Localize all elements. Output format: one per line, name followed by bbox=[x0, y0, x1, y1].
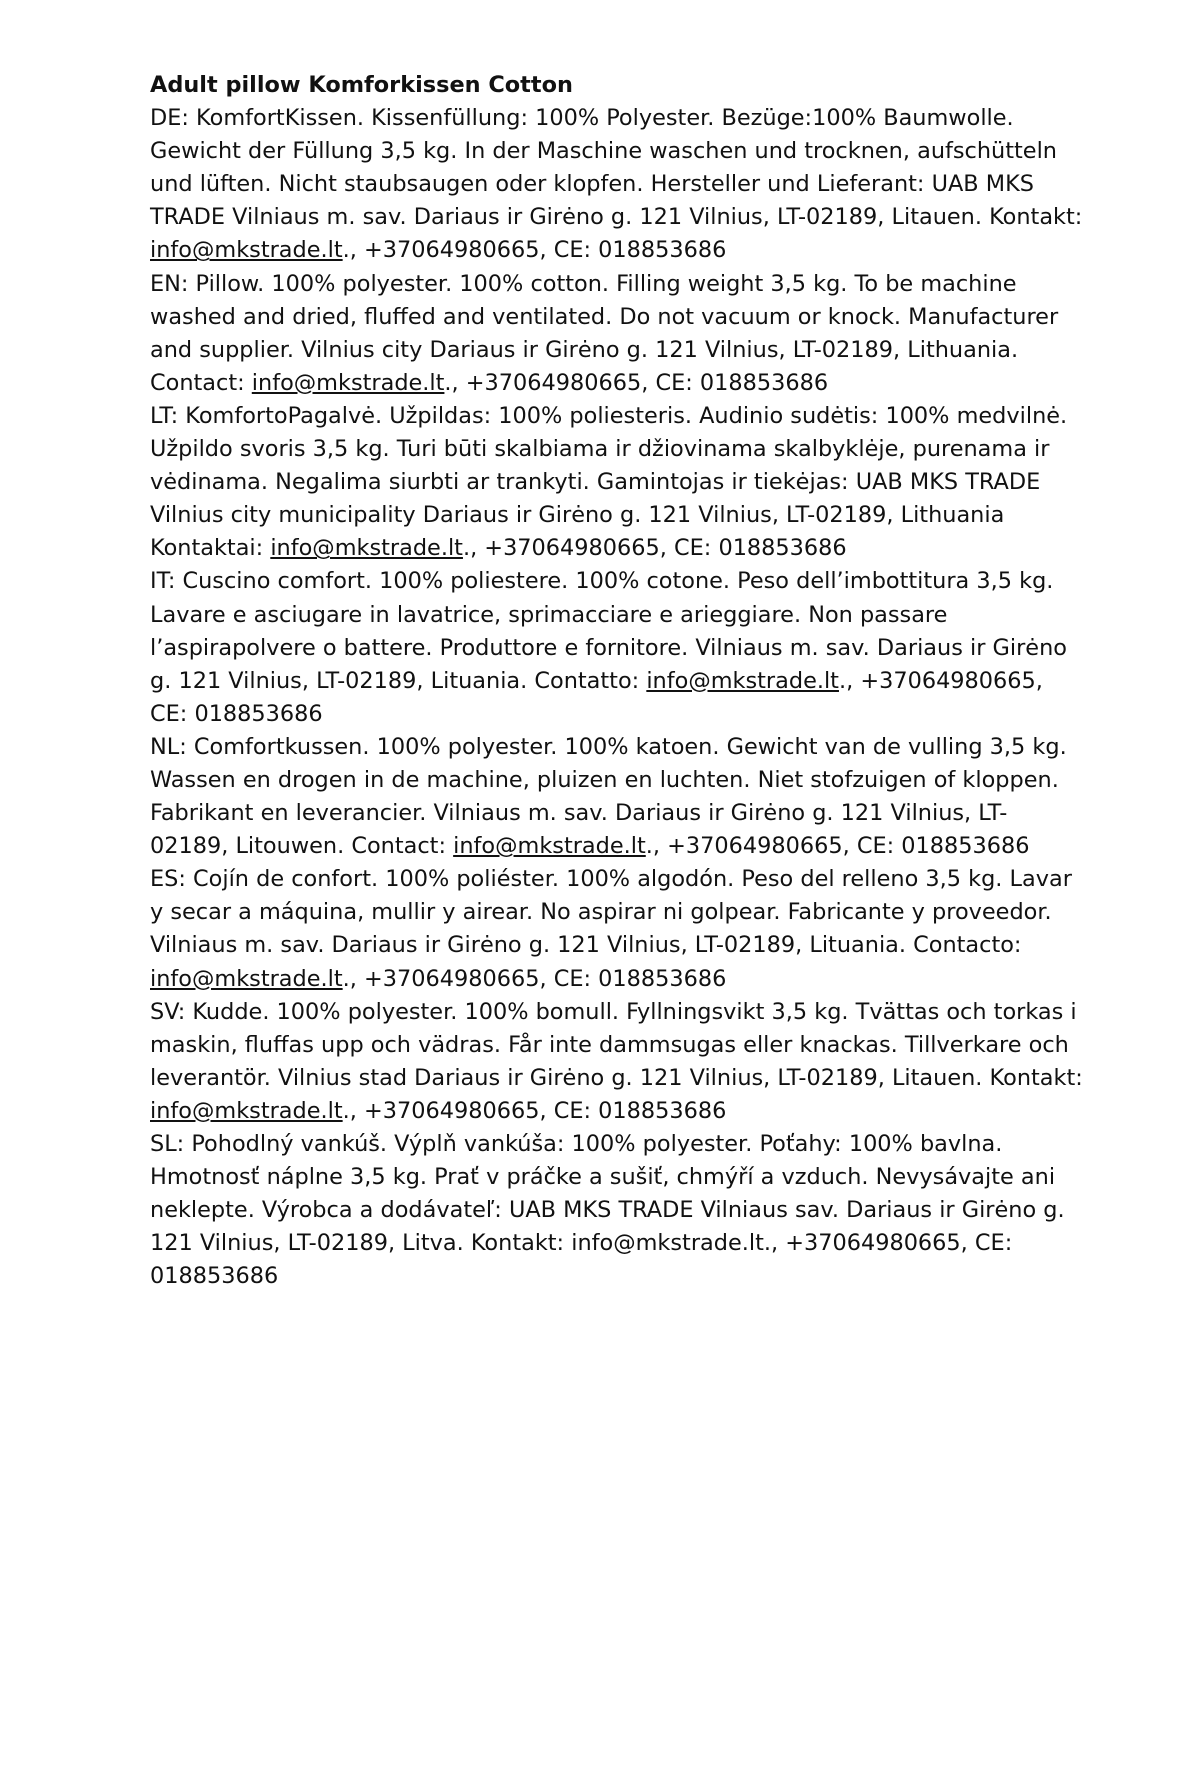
email-link[interactable]: info@mkstrade.lt bbox=[150, 237, 343, 264]
document-title: Adult pillow Komforkissen Cotton bbox=[150, 72, 573, 98]
paragraph-text: SV: Kudde. 100% polyester. 100% bomull. Fyllningsvikt 3,5 kg. Tvättas och torkas i maskin, fluffas upp och vädras. Får inte dammsugas eller knackas. Tillverkare och leverantör. Vilnius stad Dariaus ir Girėno g. 121 Vilnius, LT-02189, Litauen. Kontakt: bbox=[150, 998, 1083, 1091]
paragraph-sl bbox=[150, 1128, 1085, 1293]
paragraph-lt bbox=[150, 400, 1085, 565]
paragraph-text: ES: Cojín de confort. 100% poliéster. 100% algodón. Peso del relleno 3,5 kg. Lavar y secar a máquina, mullir y airear. No aspirar ni golpear. Fabricante y proveedor. Vilniaus m. sav. Dariaus ir Girėno g. 121 Vilnius, LT-02189, Lituania. Contacto: bbox=[150, 866, 1072, 959]
paragraph-text: ., +37064980665, CE: 018853686 bbox=[150, 667, 1043, 727]
paragraph-text: ., +37064980665, CE: 018853686 bbox=[342, 237, 727, 264]
paragraph-de bbox=[150, 102, 1085, 267]
paragraph-text: NL: Comfortkussen. 100% polyester. 100% katoen. Gewicht van de vulling 3,5 kg. Wassen en drogen in de machine, pluizen en luchten. Niet stofzuigen of kloppen. Fabrikant en leverancier. Vilniaus m. sav. Dariaus ir Girėno g. 121 Vilnius, LT-02189, Litouwen. Contact: bbox=[150, 733, 1067, 860]
paragraph-en bbox=[150, 268, 1085, 400]
email-link[interactable]: info@mkstrade.lt bbox=[453, 833, 646, 860]
paragraph-text: IT: Cuscino comfort. 100% poliestere. 100% cotone. Peso dell’imbottitura 3,5 kg. Lavare e asciugare in lavatrice, sprimacciare e arieggiare. Non passare l’aspirapolvere o battere. Produttore e fornitore. Vilniaus m. sav. Dariaus ir Girėno g. 121 Vilnius, LT-02189, Lituania. Contatto: bbox=[150, 568, 1067, 694]
email-link[interactable]: info@mkstrade.lt bbox=[270, 535, 463, 562]
paragraph-nl bbox=[150, 731, 1085, 863]
paragraph-it bbox=[150, 565, 1085, 730]
document-page bbox=[150, 69, 1085, 1293]
paragraph-es bbox=[150, 863, 1085, 995]
paragraph-text: ., +37064980665, CE: 018853686 bbox=[444, 369, 829, 396]
paragraph-text: EN: Pillow. 100% polyester. 100% cotton. Filling weight 3,5 kg. To be machine washed and dried, fluffed and ventilated. Do not vacuum or knock. Manufacturer and supplier. Vilnius city Dariaus ir Girėno g. 121 Vilnius, LT-02189, Lithuania. Contact: bbox=[150, 270, 1059, 396]
paragraph-text: ., +37064980665, CE: 018853686 bbox=[342, 965, 727, 992]
paragraph-sv bbox=[150, 996, 1085, 1128]
email-link[interactable]: info@mkstrade.lt bbox=[251, 369, 445, 396]
paragraph-text: SL: Pohodlný vankúš. Výplň vankúša: 100% polyester. Poťahy: 100% bavlna. Hmotnosť náplne 3,5 kg. Prať v práčke a sušiť, chmýří a vzduch. Nevysávajte ani neklepte. Výrobca a dodávateľ: UAB MKS TRADE Vilniaus sav. Dariaus ir Girėno g. 121 Vilnius, LT-02189, Litva. Kontakt: info@mkstrade.lt., +37064980665, CE: 018853686 bbox=[150, 1131, 1065, 1290]
email-link[interactable]: info@mkstrade.lt bbox=[150, 965, 343, 992]
paragraph-text: ., +37064980665, CE: 018853686 bbox=[645, 833, 1030, 860]
paragraph-text: LT: KomfortoPagalvė. Užpildas: 100% poliesteris. Audinio sudėtis: 100% medvilnė. Užpildo svoris 3,5 kg. Turi būti skalbiama ir džiovinama skalbyklėje, purenama ir vėdinama. Negalima siurbti ar trankyti. Gamintojas ir tiekėjas: UAB MKS TRADE Vilnius city municipality Dariaus ir Girėno g. 121 Vilnius, LT-02189, Lithuania Kontaktai: bbox=[150, 402, 1068, 562]
paragraph-text: ., +37064980665, CE: 018853686 bbox=[462, 535, 847, 562]
email-link[interactable]: info@mkstrade.lt bbox=[150, 1097, 343, 1124]
paragraph-text: DE: KomfortKissen. Kissenfüllung: 100% Polyester. Bezüge:100% Baumwolle. Gewicht der Füllung 3,5 kg. In der Maschine waschen und trocknen, aufschütteln und lüften. Nicht staubsaugen oder klopfen. Hersteller und Lieferant: UAB MKS TRADE Vilniaus m. sav. Dariaus ir Girėno g. 121 Vilnius, LT-02189, Litauen. Kontakt: bbox=[150, 105, 1083, 231]
email-link[interactable]: info@mkstrade.lt bbox=[646, 667, 839, 694]
paragraph-text: ., +37064980665, CE: 018853686 bbox=[342, 1097, 727, 1124]
